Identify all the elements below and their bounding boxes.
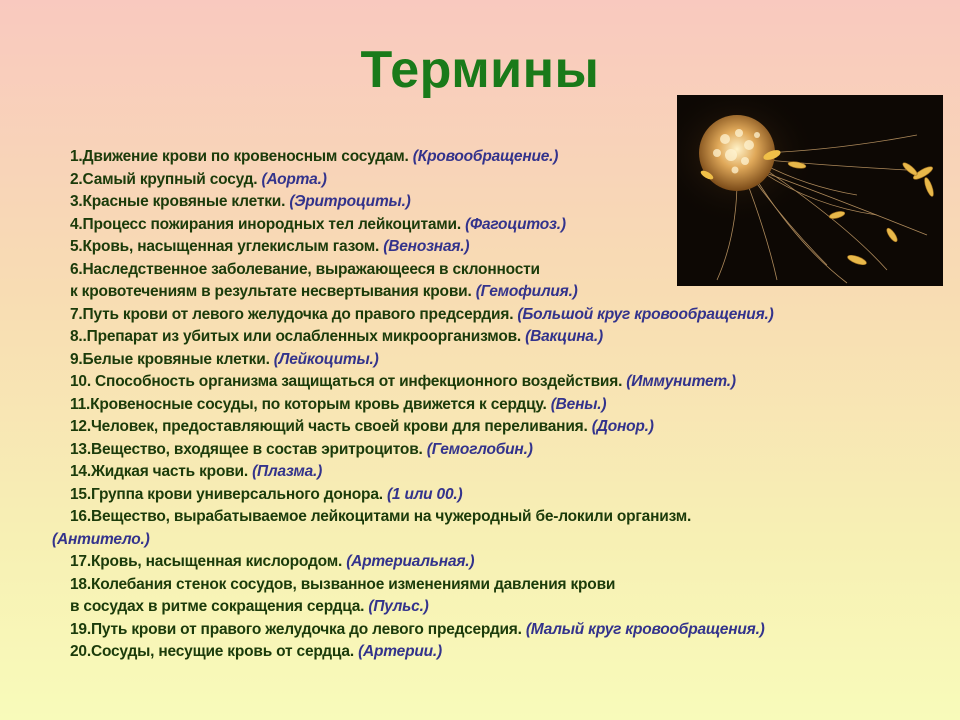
term-line-11: 11.Кровеносные сосуды, по которым кровь движется к сердцу. (Вены.) [70, 395, 607, 413]
term-line-7: 7.Путь крови от левого желудочка до правого предсердия. (Большой круг кровообращения.) [70, 305, 774, 323]
slide-title: Термины [360, 41, 600, 99]
term-line-4: 4.Процесс пожирания инородных тел лейкоцитами. (Фагоцитоз.) [70, 215, 566, 233]
term-line-15: 15.Группа крови универсального донора. (1 или 00.) [70, 485, 463, 503]
term-line-8: 8..Препарат из убитых или ослабленных микроорганизмов. (Вакцина.) [70, 328, 603, 345]
term-line-1: 1.Движение крови по кровеносным сосудам. (Кровообращение.) [70, 148, 559, 165]
term-line-2: 2.Самый крупный сосуд. (Аорта.) [70, 170, 327, 188]
term-line-16-answer: (Антитело.) [52, 530, 150, 548]
term-line-5: 5.Кровь, насыщенная углекислым газом. (Венозная.) [70, 238, 470, 255]
leukocyte-photo [677, 95, 943, 286]
term-line-3: 3.Красные кровяные клетки. (Эритроциты.) [70, 193, 411, 210]
term-line-16: 16.Вещество, вырабатываемое лейкоцитами на чужеродный бе-локили организм. [70, 508, 692, 525]
term-line-6-cont: к кровотечениям в результате несвертывания крови. (Гемофилия.) [70, 283, 578, 300]
term-line-18: 18.Колебания стенок сосудов, вызванное изменениями давления крови [70, 575, 616, 593]
term-line-17: 17.Кровь, насыщенная кислородом. (Артериальная.) [70, 553, 475, 570]
term-line-14: 14.Жидкая часть крови. (Плазма.) [70, 463, 323, 480]
term-line-6: 6.Наследственное заболевание, выражающееся в склонности [70, 260, 540, 278]
term-line-18-cont: в сосудах в ритме сокращения сердца. (Пульс.) [70, 598, 429, 615]
term-line-9: 9.Белые кровяные клетки. (Лейкоциты.) [70, 350, 379, 368]
term-line-13: 13.Вещество, входящее в состав эритроцитов. (Гемоглобин.) [70, 440, 533, 458]
term-line-12: 12.Человек, предоставляющий часть своей крови для переливания. (Донор.) [70, 418, 654, 435]
term-line-20: 20.Сосуды, несущие кровь от сердца. (Артерии.) [70, 643, 442, 660]
term-line-10: 10. Способность организма защищаться от инфекционного воздействия. (Иммунитет.) [70, 373, 736, 390]
term-line-19: 19.Путь крови от правого желудочка до левого предсердия. (Малый круг кровообращения.) [70, 620, 765, 638]
